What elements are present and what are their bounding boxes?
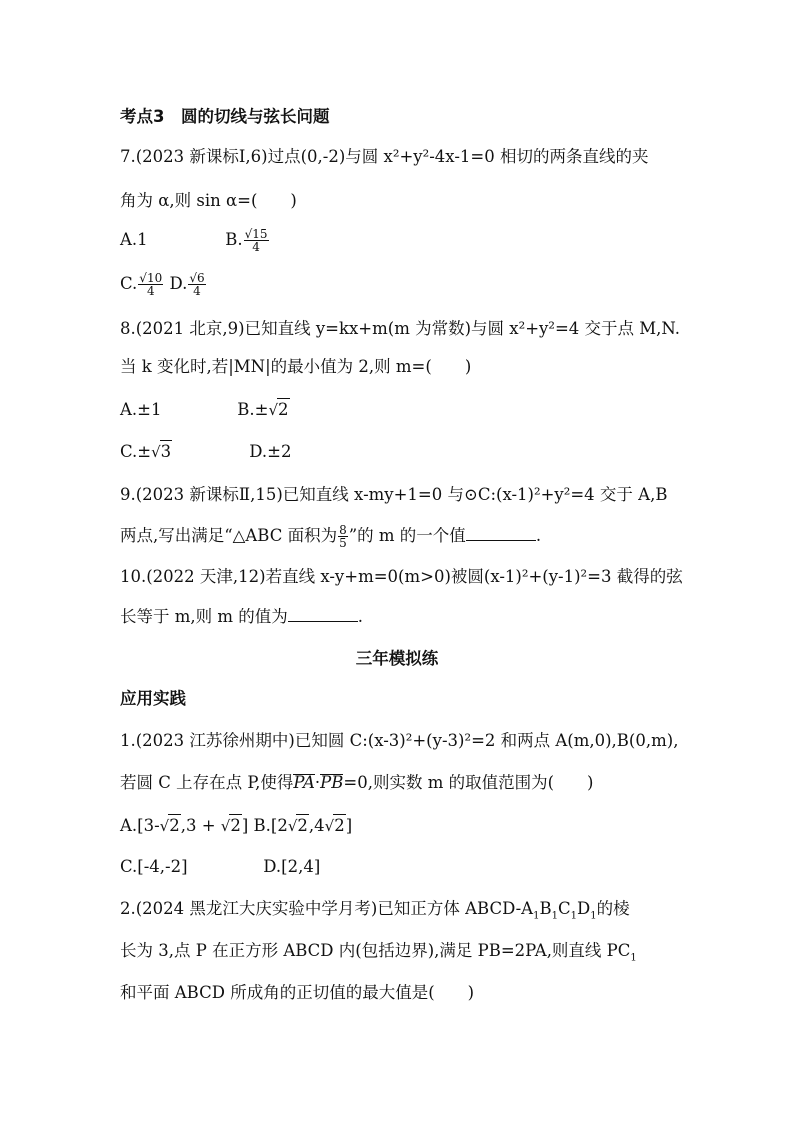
q9-line2: 两点,写出满足“△ABC 面积为 $\frac{8}{5}$ ”的 m 的一个值 . — [120, 523, 542, 550]
q7-option-c: C. $\frac{√10}{4}$ — [120, 271, 163, 298]
q10-line2: 长等于 m,则 m 的值为 . — [120, 607, 364, 626]
heading-practice: 应用实践 — [120, 689, 186, 708]
q8-line1: 8.(2021 北京,9)已知直线 y=kx+m(m 为常数)与圆 x²+y²=4 交于点 M,N. — [120, 319, 681, 338]
q7-options-ab — [120, 228, 270, 253]
p1-option-d: D.[2,4] — [263, 857, 321, 876]
p1-line1: 1.(2023 江苏徐州期中)已知圆 C:(x-3)²+(y-3)²=2 和两点 A(m,0),B(0,m), — [120, 731, 679, 750]
q10-line1: 10.(2022 天津,12)若直线 x-y+m=0(m>0)被圆(x-1)²+(y-1)²=3 截得的弦 — [120, 567, 683, 586]
p1-option-b: B.[2√2,4√2] — [253, 816, 353, 835]
q7-option-a: A.1 — [120, 230, 148, 249]
p2-line2: 长为 3,点 P 在正方形 ABCD 内(包括边界),满足 PB=2PA,则直线 $PC_1$ — [120, 941, 637, 964]
q8-options-cd — [120, 440, 291, 463]
q9-line1: 9.(2023 新课标Ⅱ,15)已知直线 x-my+1=0 与⊙C:(x-1)²+y²=4 交于 A,B — [120, 485, 668, 504]
heading-three-year: 三年模拟练 — [355, 649, 439, 668]
q9-answer-blank[interactable] — [466, 526, 536, 541]
q8-options-ab — [120, 398, 290, 421]
q7-options-cd — [120, 272, 207, 297]
p1-option-c: C.[-4,-2] — [120, 857, 188, 876]
vector-pa: PA — [293, 773, 315, 792]
q8-option-a: A.±1 — [120, 400, 162, 419]
p1-line2: 若圆 C 上存在点 P,使得PA·PB=0,则实数 m 的取值范围为( ) — [120, 773, 594, 792]
p1-option-a: A.[3-√2,3 + √2] — [120, 816, 249, 835]
q8-option-c: C.±√3 — [120, 442, 172, 461]
q7-option-d: D. $\frac{√6}{4}$ — [169, 271, 205, 298]
q8-option-d: D.±2 — [249, 442, 292, 461]
q7-line1: 7.(2023 新课标Ⅰ,6)过点(0,-2)与圆 x²+y²-4x-1=0 相切的两条直线的夹 — [120, 147, 649, 166]
vector-pb: PB — [320, 773, 344, 792]
p1-options-ab — [120, 814, 352, 837]
q8-line2: 当 k 变化时,若|MN|的最小值为 2,则 m=( ) — [120, 357, 472, 376]
q7-line2: 角为 α,则 sin α=( ) — [120, 191, 297, 210]
q7-option-b: B. $\frac{√15}{4}$ — [225, 227, 268, 254]
q8-option-b: B.±√2 — [237, 400, 289, 419]
p2-line1: 2.(2024 黑龙江大庆实验中学月考)已知正方体 ABCD-$A_1B_1C_1D_1$的棱 — [120, 899, 630, 922]
section-title: 考点3 圆的切线与弦长问题 — [120, 107, 330, 126]
p1-options-cd — [120, 856, 320, 878]
p2-line3: 和平面 ABCD 所成角的正切值的最大值是( ) — [120, 983, 475, 1002]
q10-answer-blank[interactable] — [288, 607, 358, 622]
